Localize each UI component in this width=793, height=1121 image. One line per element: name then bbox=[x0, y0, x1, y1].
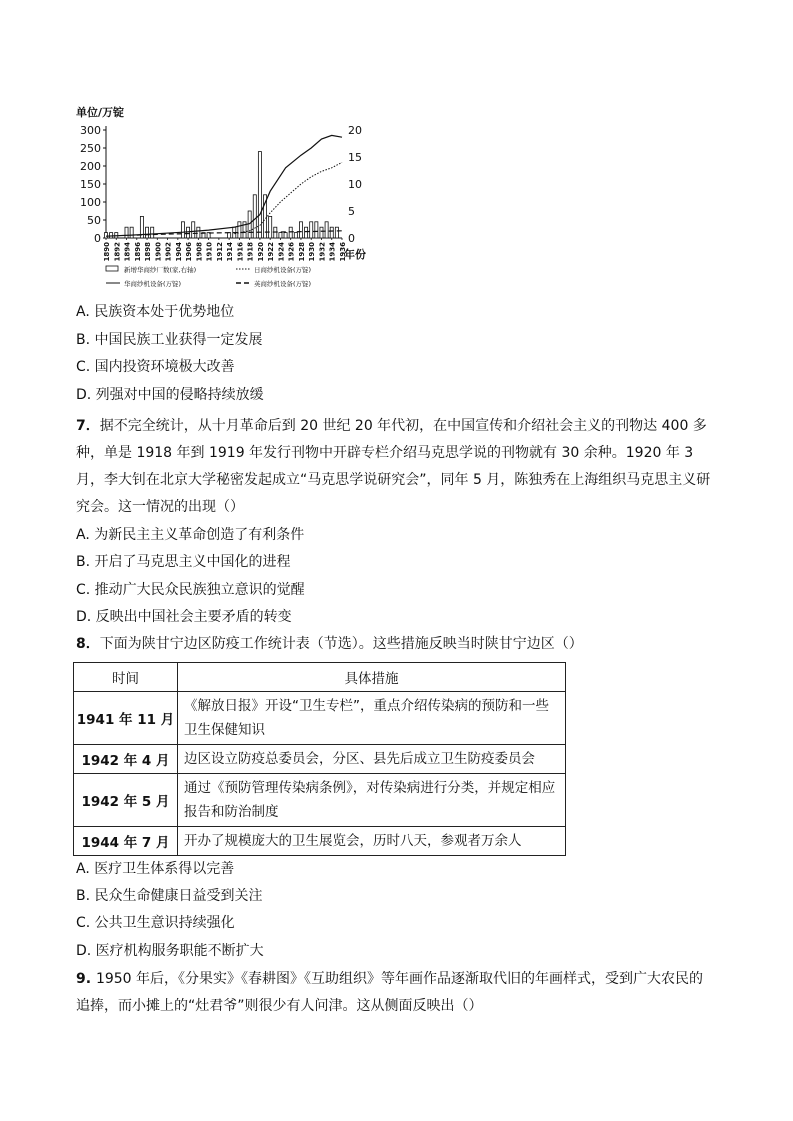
chart-right-tick-label: 15 bbox=[348, 151, 362, 164]
chart-x-tick-label: 1936 bbox=[339, 242, 347, 262]
table-cell-time: 1942 年 5 月 bbox=[74, 774, 178, 827]
table-cell-desc: 边区设立防疫总委员会，分区、县先后成立卫生防疫委员会 bbox=[178, 745, 566, 774]
chart-x-tick-label: 1932 bbox=[318, 242, 327, 262]
chart-x-tick-label: 1928 bbox=[297, 242, 306, 262]
q9-number: 9. bbox=[76, 971, 96, 987]
chart-left-tick-label: 0 bbox=[94, 232, 101, 245]
q8-option-b: B. 民众生命健康日益受到关注 bbox=[76, 888, 263, 904]
q6-option-a: A. 民族资本处于优势地位 bbox=[76, 304, 235, 320]
legend-label: 英商纱机设备(万锭) bbox=[254, 280, 312, 288]
chart-bar bbox=[187, 227, 190, 238]
q7-option-a: A. 为新民主主义革命创造了有利条件 bbox=[76, 527, 305, 543]
q9-text: 1950 年后，《分果实》《春耕图》《互助组织》等年画作品逐渐取代旧的年画样式，受到广大农民的追捧，而小摊上的“灶君爷”则很少有人问津。这从侧面反映出（） bbox=[76, 971, 704, 1014]
chart-bar bbox=[146, 227, 149, 238]
chart-bar bbox=[110, 233, 113, 238]
chart-right-tick-label: 5 bbox=[348, 205, 355, 218]
chart-bar bbox=[228, 233, 231, 238]
chart-bar bbox=[305, 227, 308, 238]
chart-bar bbox=[192, 222, 195, 238]
q9-stem bbox=[76, 966, 716, 1020]
chart-x-tick-label: 1902 bbox=[164, 242, 173, 262]
table-row bbox=[74, 692, 566, 745]
chart-bar bbox=[284, 233, 287, 238]
chart-bar bbox=[151, 227, 154, 238]
table-row bbox=[74, 827, 566, 856]
table-row bbox=[74, 745, 566, 774]
chart-bar bbox=[197, 227, 200, 238]
table-cell-desc: 开办了规模庞大的卫生展览会，历时八天，参观者万余人 bbox=[178, 827, 566, 856]
q8-text: 下面为陕甘宁边区防疫工作统计表（节选）。这些措施反映当时陕甘宁边区（） bbox=[99, 636, 583, 652]
table-cell-time: 1941 年 11 月 bbox=[74, 692, 178, 745]
q7-option-d: D. 反映出中国社会主要矛盾的转变 bbox=[76, 609, 292, 625]
table-header-time: 时间 bbox=[74, 663, 178, 692]
table-header-measures: 具体措施 bbox=[178, 663, 566, 692]
chart-bar bbox=[253, 195, 256, 238]
q6-option-c: C. 国内投资环境极大改善 bbox=[76, 359, 235, 375]
chart-x-tick-label: 1904 bbox=[174, 242, 183, 262]
chart-bar bbox=[330, 227, 333, 238]
legend-label: 华商纱机设备(万锭) bbox=[124, 280, 182, 288]
chart-right-tick-label: 20 bbox=[348, 124, 362, 137]
table-cell-desc: 通过《预防管理传染病条例》，对传染病进行分类，并规定相应报告和防治制度 bbox=[178, 774, 566, 827]
chart-bar bbox=[269, 216, 272, 238]
chart-bar bbox=[315, 222, 318, 238]
q7-stem bbox=[76, 413, 716, 521]
chart-left-tick-label: 250 bbox=[80, 142, 101, 155]
table-header-row bbox=[74, 663, 566, 692]
chart-x-tick-label: 1898 bbox=[144, 242, 153, 262]
table-cell-desc: 《解放日报》开设“卫生专栏”，重点介绍传染病的预防和一些卫生保健知识 bbox=[178, 692, 566, 745]
chart-x-tick-label: 1910 bbox=[205, 242, 214, 262]
chart-right-tick-label: 10 bbox=[348, 178, 362, 191]
chart-left-tick-label: 100 bbox=[80, 196, 101, 209]
chart-x-tick-label: 1892 bbox=[113, 242, 122, 262]
chart-bar bbox=[279, 233, 282, 238]
chart-x-tick-label: 1906 bbox=[185, 242, 194, 262]
table-cell-time: 1942 年 4 月 bbox=[74, 745, 178, 774]
chart-x-tick-label: 1926 bbox=[287, 242, 296, 262]
chart-x-tick-label: 1900 bbox=[154, 242, 163, 262]
chart-x-tick-label: 1924 bbox=[277, 242, 286, 262]
chart-x-tick-label: 1890 bbox=[103, 242, 111, 262]
chart-x-axis-label: 年份 bbox=[344, 248, 366, 261]
legend-bar-swatch bbox=[106, 266, 118, 271]
chart-bar bbox=[294, 233, 297, 238]
chart-bar bbox=[125, 227, 128, 238]
chart-bar bbox=[310, 222, 313, 238]
chart-svg bbox=[76, 100, 376, 300]
q8-stem bbox=[76, 631, 716, 658]
chart-bar bbox=[248, 211, 251, 238]
chart-bar bbox=[130, 227, 133, 238]
table-cell-time: 1944 年 7 月 bbox=[74, 827, 178, 856]
spindle-chart bbox=[76, 100, 376, 300]
chart-left-tick-label: 50 bbox=[87, 214, 101, 227]
chart-x-tick-label: 1908 bbox=[195, 242, 204, 262]
chart-left-tick-label: 150 bbox=[80, 178, 101, 191]
chart-x-tick-label: 1934 bbox=[328, 242, 337, 262]
legend-label: 新增华商纱厂数(家,右轴) bbox=[124, 266, 197, 274]
table-row bbox=[74, 774, 566, 827]
chart-left-tick-label: 300 bbox=[80, 124, 101, 137]
chart-bar bbox=[335, 227, 338, 238]
q6-option-b: B. 中国民族工业获得一定发展 bbox=[76, 332, 263, 348]
q8-option-d: D. 医疗机构服务职能不断扩大 bbox=[76, 943, 264, 959]
q6-option-d: D. 列强对中国的侵略持续放缓 bbox=[76, 387, 264, 403]
chart-bar bbox=[325, 222, 328, 238]
chart-unit-label: 单位/万锭 bbox=[76, 106, 125, 119]
q7-text: 据不完全统计，从十月革命后到 20 世纪 20 年代初，在中国宣传和介绍社会主义的刊物达 400 多种，单是 1918 年到 1919 年发行刊物中开辟专栏介绍马克思学说的刊物就有 30 余种。1920 年 3 月，李大钊在北京大学秘密发起成立“马克思学说研究会”，同年 5 月，陈独秀在上海组织马克思主义研究会。这一情况的出现（） bbox=[76, 418, 711, 515]
chart-bar bbox=[181, 222, 184, 238]
q8-option-a: A. 医疗卫生体系得以完善 bbox=[76, 861, 235, 877]
chart-bar bbox=[289, 227, 292, 238]
chart-x-tick-label: 1894 bbox=[123, 242, 132, 262]
chart-left-tick-label: 200 bbox=[80, 160, 101, 173]
chart-right-tick-label: 0 bbox=[348, 232, 355, 245]
q7-option-c: C. 推动广大民众民族独立意识的觉醒 bbox=[76, 582, 305, 598]
legend-label: 日商纱机设备(万锭) bbox=[254, 266, 312, 274]
chart-bar bbox=[238, 222, 241, 238]
q7-number: 7． bbox=[76, 418, 100, 434]
chart-x-tick-label: 1896 bbox=[133, 242, 142, 262]
chart-x-tick-label: 1918 bbox=[246, 242, 255, 262]
q8-option-c: C. 公共卫生意识持续强化 bbox=[76, 915, 235, 931]
chart-x-tick-label: 1930 bbox=[308, 242, 317, 262]
epidemic-table bbox=[73, 662, 566, 856]
chart-x-tick-label: 1922 bbox=[267, 242, 276, 262]
chart-x-tick-label: 1914 bbox=[226, 242, 235, 262]
q8-number: 8． bbox=[76, 636, 100, 652]
chart-bar bbox=[299, 222, 302, 238]
chart-x-tick-label: 1920 bbox=[256, 242, 265, 262]
q7-option-b: B. 开启了马克思主义中国化的进程 bbox=[76, 554, 291, 570]
chart-x-tick-label: 1912 bbox=[215, 242, 224, 262]
chart-x-tick-label: 1916 bbox=[236, 242, 245, 262]
chart-bar bbox=[104, 233, 107, 238]
chart-bar bbox=[320, 227, 323, 238]
